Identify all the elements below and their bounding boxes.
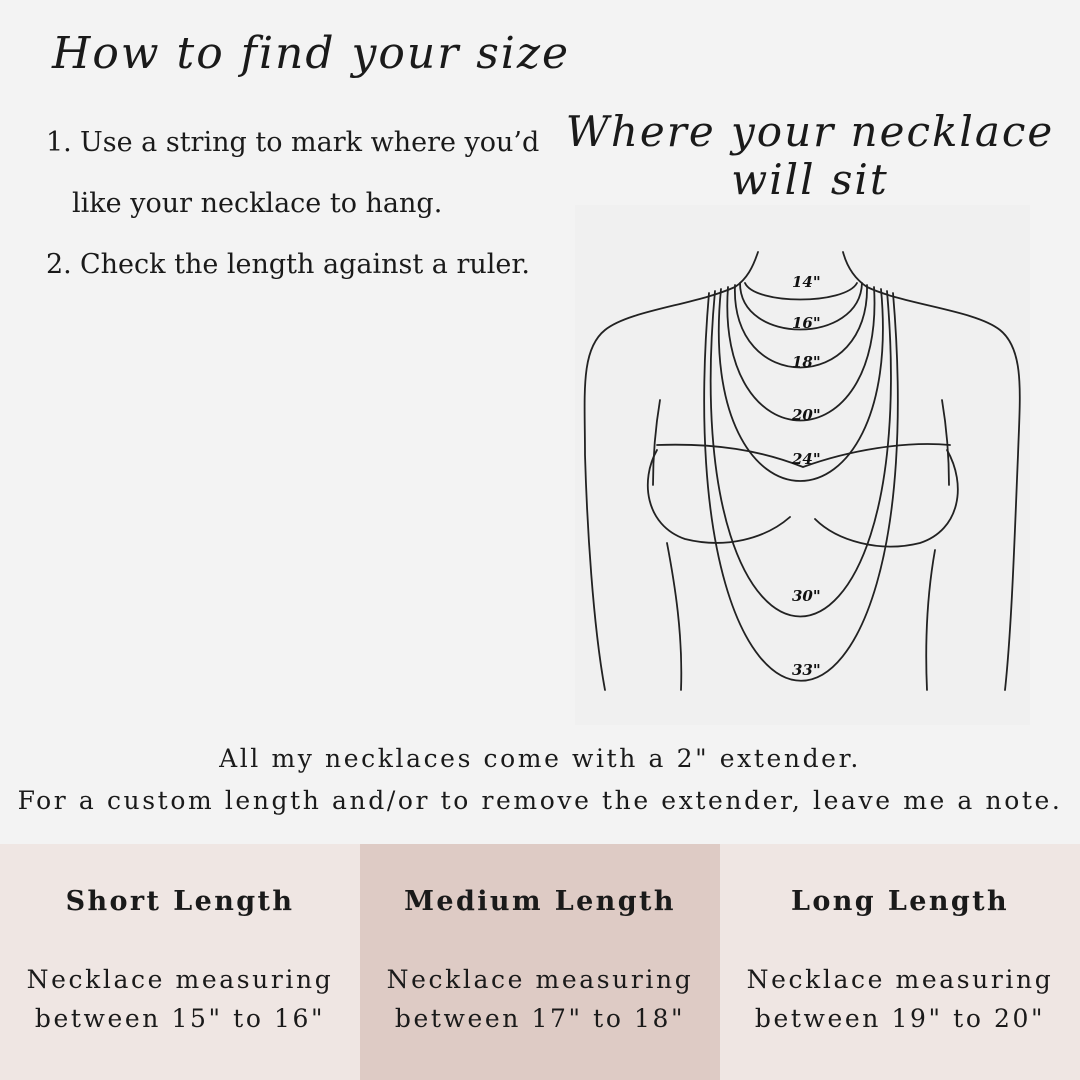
size-card-medium xyxy=(360,844,720,1080)
size-card-title: Medium Length xyxy=(404,886,676,917)
size-card-desc-line: Necklace measuring xyxy=(746,965,1054,994)
necklace-length-diagram xyxy=(575,205,1030,725)
size-card-range: between 19" to 20" xyxy=(754,1004,1046,1033)
diagram-title xyxy=(560,108,1060,204)
length-label-20: 20" xyxy=(792,406,821,424)
step-item-continued xyxy=(46,173,546,234)
length-label-18: 18" xyxy=(792,353,821,371)
diagram-title-line: will sit xyxy=(731,155,889,204)
size-card-description xyxy=(720,960,1080,1038)
length-label-24: 24" xyxy=(792,450,821,468)
length-label-14: 14" xyxy=(792,273,821,291)
step-text: Use a string to mark where you’d xyxy=(80,127,540,158)
left-bust xyxy=(648,450,790,543)
size-options xyxy=(0,844,1080,1080)
left-armpit xyxy=(653,400,660,485)
size-card-range: between 17" to 18" xyxy=(394,1004,686,1033)
torso-illustration xyxy=(575,205,1030,725)
size-card-description xyxy=(0,960,360,1038)
neck-right-line xyxy=(843,252,867,287)
length-label-30: 30" xyxy=(792,587,821,605)
right-body-side xyxy=(926,550,935,690)
diagram-title-line: Where your necklace xyxy=(565,107,1055,156)
neck-left-line xyxy=(735,252,758,287)
size-card-desc-line: Necklace measuring xyxy=(386,965,694,994)
step-text: Check the length against a ruler. xyxy=(80,249,530,280)
size-card-title: Long Length xyxy=(790,886,1010,917)
size-card-short xyxy=(0,844,360,1080)
left-shoulder-arm xyxy=(585,287,735,690)
step-text: like your necklace to hang. xyxy=(72,188,443,219)
left-body-side xyxy=(667,543,681,690)
step-item xyxy=(46,112,546,173)
size-card-title: Short Length xyxy=(65,886,295,917)
length-label-33: 33" xyxy=(792,661,821,679)
custom-length-note-line: For a custom length and/or to remove the extender, leave me a note. xyxy=(17,786,1063,815)
extender-note xyxy=(0,738,1080,822)
size-card-desc-line: Necklace measuring xyxy=(26,965,334,994)
page-title: How to find your size xyxy=(52,28,571,79)
size-card-range: between 15" to 16" xyxy=(34,1004,326,1033)
right-armpit xyxy=(942,400,949,485)
instruction-steps xyxy=(46,112,546,295)
length-label-16: 16" xyxy=(792,314,821,332)
step-item xyxy=(46,234,546,295)
step-number: 1. xyxy=(46,127,72,158)
size-card-description xyxy=(360,960,720,1038)
size-card-long xyxy=(720,844,1080,1080)
step-number: 2. xyxy=(46,249,72,280)
extender-note-line: All my necklaces come with a 2" extender. xyxy=(219,744,861,773)
